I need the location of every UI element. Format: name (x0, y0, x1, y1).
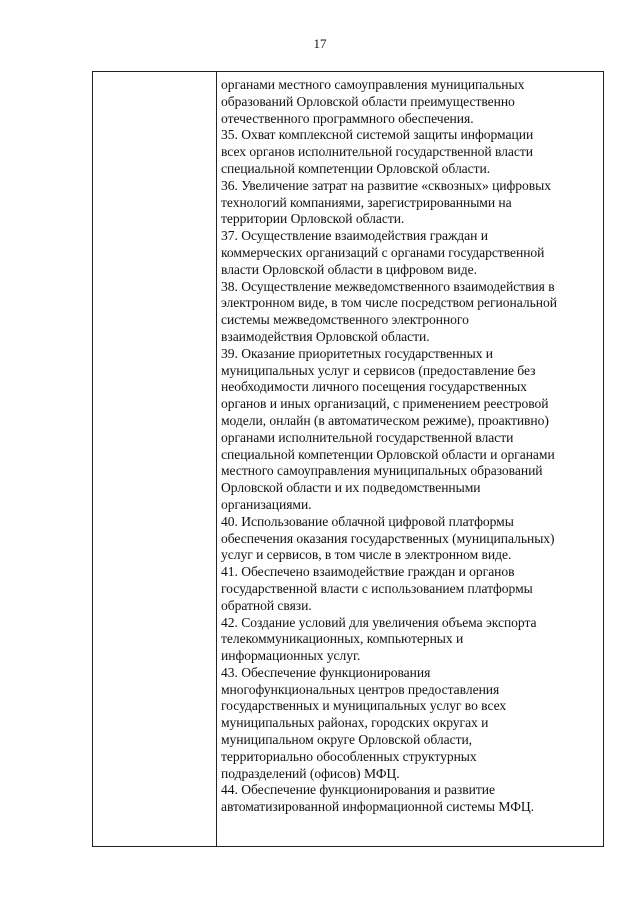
text-line: электронном виде, в том числе посредством региональной (221, 295, 557, 311)
text-line: 36. Увеличение затрат на развитие «сквозных» цифровых (221, 177, 551, 193)
text-line: органами местного самоуправления муниципальных (221, 77, 525, 92)
text-line: организациями. (221, 496, 312, 512)
text-line: подразделений (офисов) МФЦ. (221, 765, 400, 781)
text-line: Орловской области и их подведомственными (221, 480, 481, 496)
text-line: обратной связи. (221, 597, 312, 613)
text-line: информационных услуг. (221, 648, 361, 664)
text-line: специальной компетенции Орловской области и органами (221, 446, 555, 462)
text-line: отечественного программного обеспечения. (221, 110, 474, 126)
text-line: автоматизированной информационной системы МФЦ. (221, 799, 535, 815)
text-line: 38. Осуществление межведомственного взаимодействия в (221, 278, 555, 294)
paragraph (221, 178, 601, 228)
text-line: 37. Осуществление взаимодействия граждан и (221, 228, 488, 244)
text-line: власти Орловской области в цифровом виде. (221, 261, 477, 277)
paragraph (221, 782, 601, 816)
text-line: территориально обособленных структурных (221, 748, 477, 764)
text-line: 43. Обеспечение функционирования (221, 664, 431, 680)
text-line: телекоммуникационных, компьютерных и (221, 631, 464, 647)
table-left-cell (93, 72, 216, 846)
text-line: органами исполнительной государственной власти (221, 429, 514, 445)
text-line: модели, онлайн (в автоматическом режиме), проактивно) (221, 412, 549, 428)
text-line: взаимодействия Орловской области. (221, 328, 430, 344)
text-line: необходимости личного посещения государственных (221, 379, 527, 395)
text-line: 44. Обеспечение функционирования и развитие (221, 782, 495, 798)
text-line: территории Орловской области. (221, 211, 405, 227)
paragraph (221, 514, 601, 564)
paragraph (221, 279, 601, 346)
paragraph (221, 346, 601, 514)
text-line: органов и иных организаций, с применением реестровой (221, 396, 549, 412)
table-right-cell (221, 77, 601, 816)
document-table (92, 71, 604, 847)
text-line: муниципальных услуг и сервисов (предоставление без (221, 362, 536, 378)
text-line: 35. Охват комплексной системой защиты информации (221, 127, 534, 143)
paragraph (221, 228, 601, 278)
text-line: 39. Оказание приоритетных государственных и (221, 345, 494, 361)
text-line: муниципальных районах, городских округах и (221, 715, 489, 731)
text-line: коммерческих организаций с органами государственной (221, 244, 545, 260)
column-divider (216, 72, 217, 846)
paragraph (221, 127, 601, 177)
text-line: услуг и сервисов, в том числе в электронном виде. (221, 547, 512, 563)
paragraph (221, 615, 601, 665)
text-line: всех органов исполнительной государственной власти (221, 144, 534, 160)
text-line: местного самоуправления муниципальных образований (221, 463, 543, 479)
text-line: 42. Создание условий для увеличения объема экспорта (221, 614, 537, 630)
text-line: муниципальном округе Орловской области, (221, 732, 473, 748)
text-line: многофункциональных центров предоставления (221, 681, 500, 697)
text-line: специальной компетенции Орловской области. (221, 160, 491, 176)
text-line: 40. Использование облачной цифровой платформы (221, 513, 514, 529)
text-line: обеспечения оказания государственных (муниципальных) (221, 530, 555, 546)
page-number: 17 (313, 36, 327, 51)
paragraph (221, 564, 601, 614)
paragraph (221, 77, 601, 127)
paragraph (221, 665, 601, 783)
text-line: 41. Обеспечено взаимодействие граждан и органов (221, 564, 515, 580)
text-line: системы межведомственного электронного (221, 312, 469, 328)
text-line: образований Орловской области преимущественно (221, 93, 515, 109)
text-line: технологий компаниями, зарегистрированными на (221, 194, 512, 210)
text-line: государственных и муниципальных услуг во всех (221, 698, 507, 714)
text-line: государственной власти с использованием платформы (221, 580, 533, 596)
